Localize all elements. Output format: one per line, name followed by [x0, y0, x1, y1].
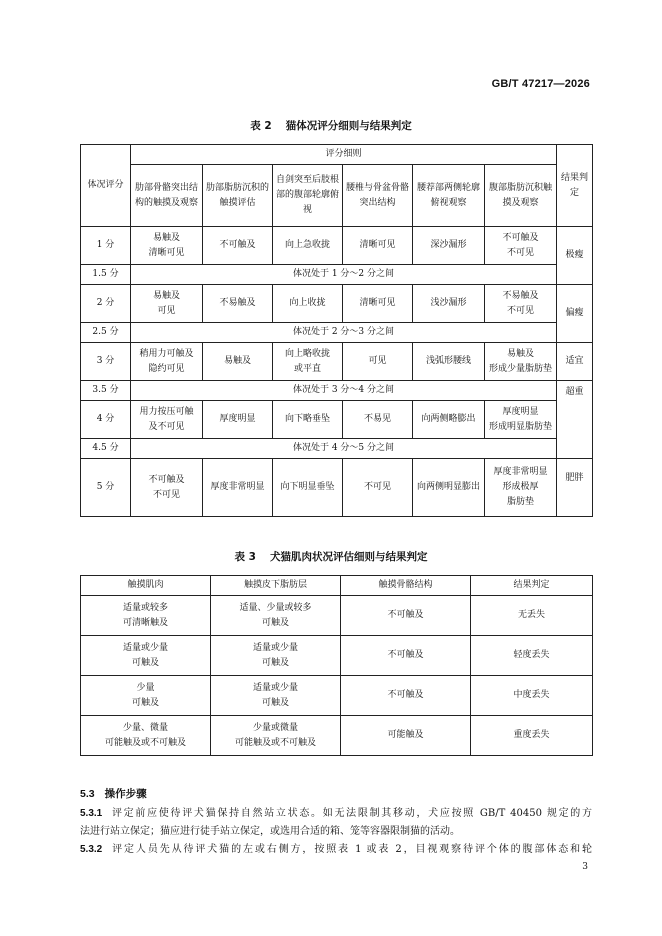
- criteria-cell: 可见: [343, 343, 413, 381]
- muscle-cell: 少量 可触及: [81, 676, 211, 716]
- criteria-cell: 清晰可见: [343, 285, 413, 323]
- criteria-cell: 向上收拢: [273, 285, 343, 323]
- criteria-cell: 向两侧略膨出: [413, 401, 485, 439]
- table2-caption-title: 猫体况评分细则与结果判定: [285, 120, 412, 132]
- bone-structure-cell: 可能触及: [341, 716, 471, 756]
- fat-layer-cell: 适量、少量或较多 可触及: [211, 596, 341, 636]
- criteria-cell: 厚度明显: [203, 401, 273, 439]
- muscle-cell: 适量或较多 可清晰触及: [81, 596, 211, 636]
- criteria-cell: 厚度非常明显 形成极厚 脂肪垫: [485, 459, 557, 517]
- score-cell: 3 分: [81, 343, 131, 381]
- criteria-cell: 不易触及 不可见: [485, 285, 557, 323]
- muscle-cell: 少量、微量 可能触及或不可触及: [81, 716, 211, 756]
- intermediate-note: 体况处于 1 分～2 分之间: [131, 265, 557, 285]
- table2-caption: [0, 118, 662, 133]
- intermediate-note: 体况处于 3 分～4 分之间: [131, 381, 557, 401]
- page-number: 3: [582, 862, 588, 872]
- intermediate-note: 体况处于 2 分～3 分之间: [131, 323, 557, 343]
- cat-body-condition-table: [80, 144, 593, 517]
- score-cell: 3.5 分: [81, 381, 131, 401]
- score-column-header: 体况评分: [81, 145, 131, 227]
- criteria-cell: 稍用力可触及 隐约可见: [131, 343, 203, 381]
- criteria-cell: 清晰可见: [343, 227, 413, 265]
- criteria-group-header: 评分细则: [131, 145, 557, 165]
- criteria-header-5: 腰荐部两侧轮廓俯视观察: [413, 165, 485, 227]
- bone-structure-cell: 不可触及: [341, 596, 471, 636]
- result-cell: 适宜: [557, 343, 593, 381]
- criteria-cell: 不易触及: [203, 285, 273, 323]
- criteria-cell: 厚度明显 形成明显脂肪垫: [485, 401, 557, 439]
- criteria-cell: 易触及 形成少量脂肪垫: [485, 343, 557, 381]
- criteria-cell: 不可触及 不可见: [485, 227, 557, 265]
- muscle-condition-table: [80, 575, 593, 756]
- score-cell: 1.5 分: [81, 265, 131, 285]
- fat-layer-cell: 适量或少量 可触及: [211, 676, 341, 716]
- result-cell: 肥胖: [557, 459, 593, 517]
- result-cell: 超重: [557, 381, 593, 459]
- criteria-header-1: 肋部骨骼突出结构的触摸及观察: [131, 165, 203, 227]
- bone-structure-cell: 不可触及: [341, 676, 471, 716]
- paragraph-5-3-1-line-1: [80, 804, 592, 824]
- criteria-header-4: 腰椎与骨盆骨骼突出结构: [343, 165, 413, 227]
- criteria-cell: 向下略垂坠: [273, 401, 343, 439]
- result-cell: 中度丢失: [471, 676, 593, 716]
- paragraph-text: 评定前应使待评犬猫保持自然站立状态。如无法限制其移动，犬应按照 GB/T 40450 规定的方: [110, 808, 592, 819]
- score-cell: 2 分: [81, 285, 131, 323]
- paragraph-number: 5.3.1: [80, 808, 103, 819]
- fat-layer-cell: 适量或少量 可触及: [211, 636, 341, 676]
- muscle-cell: 适量或少量 可触及: [81, 636, 211, 676]
- criteria-cell: 用力按压可触 及不可见: [131, 401, 203, 439]
- bone-structure-header: 触摸骨骼结构: [341, 576, 471, 596]
- criteria-cell: 易触及: [203, 343, 273, 381]
- score-cell: 4.5 分: [81, 439, 131, 459]
- criteria-cell: 向两侧明显膨出: [413, 459, 485, 517]
- criteria-header-2: 肋部脂肪沉积的触摸评估: [203, 165, 273, 227]
- paragraph-text: 评定人员先从待评犬猫的左或右侧方，按照表 1 或表 2，目视观察待评个体的腹部体态和轮: [110, 844, 592, 855]
- result-cell: 无丢失: [471, 596, 593, 636]
- score-cell: 5 分: [81, 459, 131, 517]
- criteria-cell: 不易见: [343, 401, 413, 439]
- criteria-cell: 不可见: [343, 459, 413, 517]
- criteria-cell: 不可触及 不可见: [131, 459, 203, 517]
- muscle-header: 触摸肌肉: [81, 576, 211, 596]
- table3-caption-title: 犬猫肌肉状况评估细则与结果判定: [269, 551, 428, 563]
- fat-layer-cell: 少量或微量 可能触及或不可触及: [211, 716, 341, 756]
- score-cell: 1 分: [81, 227, 131, 265]
- criteria-cell: 浅沙漏形: [413, 285, 485, 323]
- bone-structure-cell: 不可触及: [341, 636, 471, 676]
- criteria-cell: 浅弧形腰线: [413, 343, 485, 381]
- paragraph-5-3-1-line-2: [80, 822, 592, 842]
- table3-caption: [0, 549, 662, 564]
- section-number: 5.3: [80, 788, 95, 800]
- criteria-cell: 向上急收拢: [273, 227, 343, 265]
- standard-code: GB/T 47217—2026: [491, 78, 590, 90]
- paragraph-5-3-2-line-1: [80, 840, 592, 860]
- criteria-cell: 向上略收拢 或平直: [273, 343, 343, 381]
- fat-layer-header: 触摸皮下脂肪层: [211, 576, 341, 596]
- result-header: 结果判定: [471, 576, 593, 596]
- criteria-cell: 易触及 清晰可见: [131, 227, 203, 265]
- score-cell: 2.5 分: [81, 323, 131, 343]
- criteria-header-6: 腹部脂肪沉积触摸及观察: [485, 165, 557, 227]
- criteria-cell: 厚度非常明显: [203, 459, 273, 517]
- result-cell: 重度丢失: [471, 716, 593, 756]
- result-cell: 极瘦: [557, 227, 593, 285]
- section-title: 操作步骤: [104, 788, 147, 800]
- paragraph-number: 5.3.2: [80, 844, 103, 855]
- criteria-cell: 向下明显垂坠: [273, 459, 343, 517]
- result-cell: 偏瘦: [557, 285, 593, 343]
- criteria-cell: 不可触及: [203, 227, 273, 265]
- score-cell: 4 分: [81, 401, 131, 439]
- result-cell: 轻度丢失: [471, 636, 593, 676]
- section-heading: [80, 786, 147, 801]
- table3-caption-number: 表 3: [234, 551, 256, 563]
- paragraph-text: 法进行站立保定；猫应进行徒手站立保定，或选用合适的箱、笼等容器限制猫的活动。: [80, 826, 460, 837]
- result-column-header: 结果判定: [557, 145, 593, 227]
- intermediate-note: 体况处于 4 分～5 分之间: [131, 439, 557, 459]
- criteria-header-3: 自剑突至后肢根部的腹部轮廓俯视: [273, 165, 343, 227]
- table2-caption-number: 表 2: [250, 120, 272, 132]
- criteria-cell: 易触及 可见: [131, 285, 203, 323]
- criteria-cell: 深沙漏形: [413, 227, 485, 265]
